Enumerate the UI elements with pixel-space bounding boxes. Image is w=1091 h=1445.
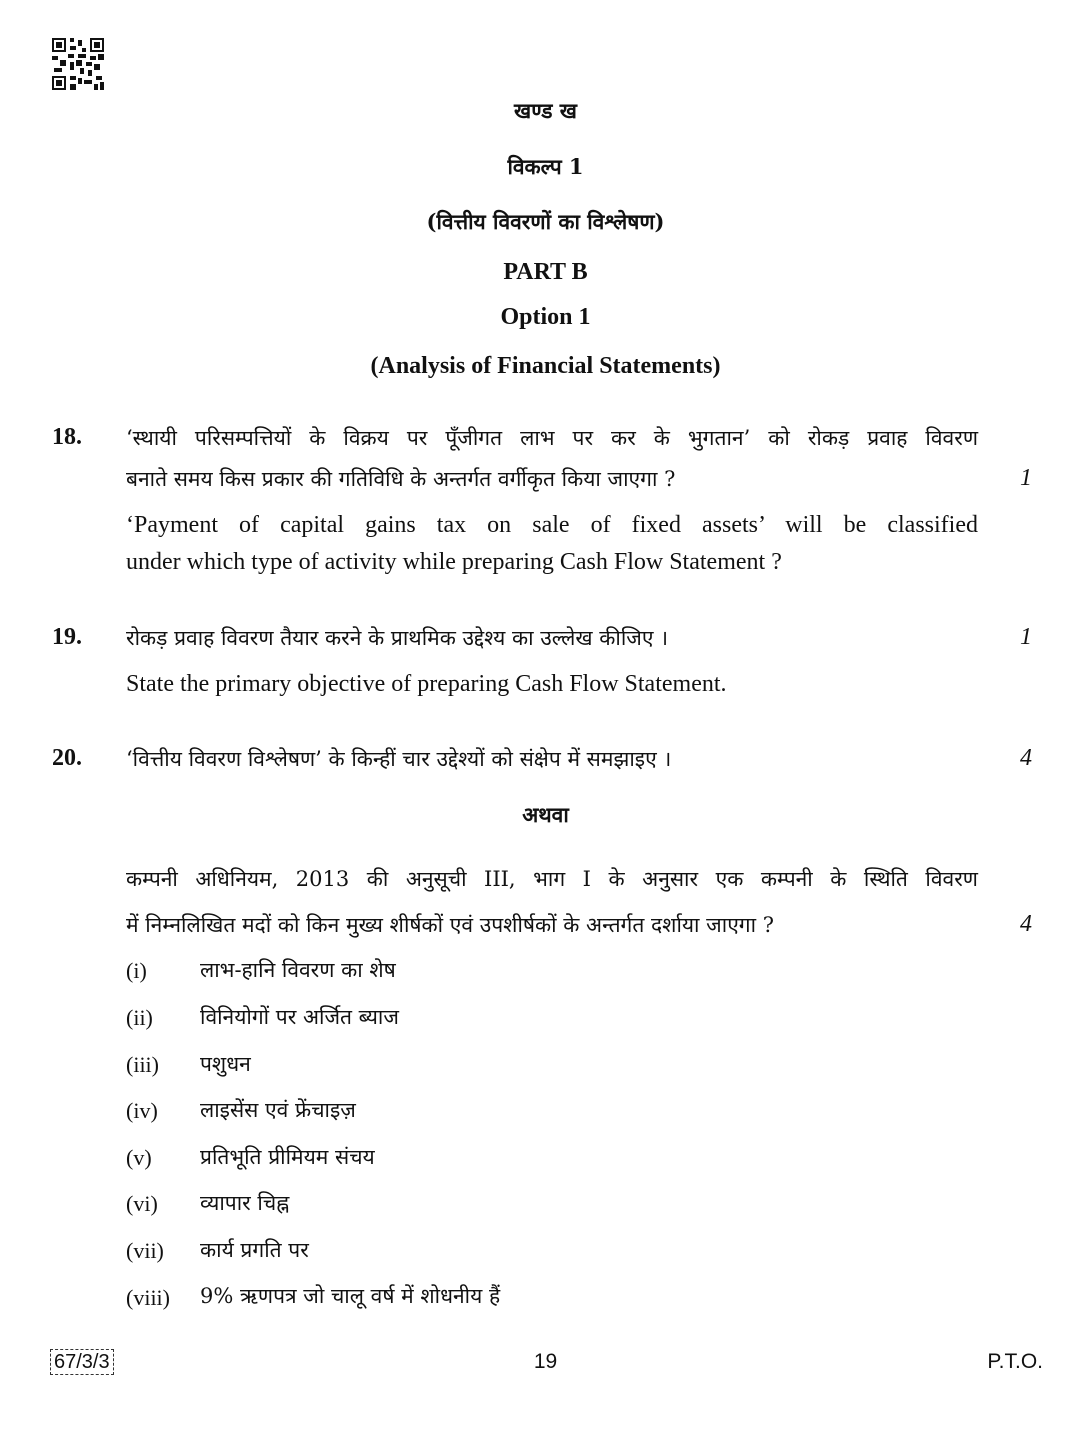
list-item-label: (v) xyxy=(126,1145,152,1170)
question-text-english: ‘Payment of capital gains tax on sale of fixed assets’ will be classified xyxy=(126,512,978,538)
list-item-label: (iii) xyxy=(126,1052,159,1077)
page-number: 19 xyxy=(533,1350,558,1373)
section-title-hindi: खण्ड ख xyxy=(514,98,577,123)
option-title-english: Option 1 xyxy=(500,304,591,330)
question-number: 20. xyxy=(52,745,82,771)
alternative-question-marks: 4 xyxy=(1020,911,1032,937)
list-item-label: (ii) xyxy=(126,1005,153,1030)
question-text-english: under which type of activity while preparing Cash Flow Statement ? xyxy=(126,549,782,575)
list-item-label: (viii) xyxy=(126,1285,170,1310)
subject-title-hindi: (वित्तीय विवरणों का विश्लेषण) xyxy=(426,209,665,234)
list-item-label: (vii) xyxy=(126,1238,164,1263)
question-marks: 4 xyxy=(1020,745,1032,771)
question-text-hindi: बनाते समय किस प्रकार की गतिविधि के अन्तर्गत वर्गीकृत किया जाएगा ? xyxy=(126,467,676,491)
question-text-hindi: ‘वित्तीय विवरण विश्लेषण’ के किन्हीं चार उद्देश्यों को संक्षेप में समझाइए । xyxy=(126,747,672,771)
list-item-label: (i) xyxy=(126,958,147,983)
alternative-question-text: कम्पनी अधिनियम, 2013 की अनुसूची III, भाग I के अनुसार एक कम्पनी के स्थिति विवरण xyxy=(126,867,978,891)
paper-code: 67/3/3 xyxy=(50,1349,114,1375)
list-item: पशुधन xyxy=(200,1052,251,1076)
section-title-english: PART B xyxy=(503,259,588,285)
list-item: विनियोगों पर अर्जित ब्याज xyxy=(200,1005,399,1029)
question-number: 18. xyxy=(52,424,82,450)
list-item-label: (vi) xyxy=(126,1191,158,1216)
question-text-hindi: रोकड़ प्रवाह विवरण तैयार करने के प्राथमिक उद्देश्य का उल्लेख कीजिए । xyxy=(126,626,669,650)
alternative-question-text: में निम्नलिखित मदों को किन मुख्य शीर्षकों एवं उपशीर्षकों के अन्तर्गत दर्शाया जाएगा ? xyxy=(126,913,775,937)
question-text-english: State the primary objective of preparing Cash Flow Statement. xyxy=(126,671,727,697)
subject-title-english: (Analysis of Financial Statements) xyxy=(370,353,721,379)
please-turn-over: P.T.O. xyxy=(987,1350,1043,1373)
question-text-hindi: ‘स्थायी परिसम्पत्तियों के विक्रय पर पूँजीगत लाभ पर कर के भुगतान’ को रोकड़ प्रवाह विवरण xyxy=(126,426,978,450)
list-item: कार्य प्रगति पर xyxy=(200,1238,309,1262)
list-item-label: (iv) xyxy=(126,1098,158,1123)
list-item: प्रतिभूति प्रीमियम संचय xyxy=(200,1145,375,1169)
or-label: अथवा xyxy=(522,802,569,827)
list-item: लाइसेंस एवं फ्रेंचाइज़ xyxy=(200,1098,356,1122)
qr-code-icon xyxy=(52,38,104,90)
question-marks: 1 xyxy=(1020,624,1032,650)
list-item: लाभ-हानि विवरण का शेष xyxy=(200,958,396,982)
list-item: व्यापार चिह्न xyxy=(200,1191,290,1215)
question-number: 19. xyxy=(52,624,82,650)
option-title-hindi: विकल्प 1 xyxy=(507,154,584,179)
question-marks: 1 xyxy=(1020,465,1032,491)
list-item: 9% ऋणपत्र जो चालू वर्ष में शोधनीय हैं xyxy=(200,1284,501,1308)
